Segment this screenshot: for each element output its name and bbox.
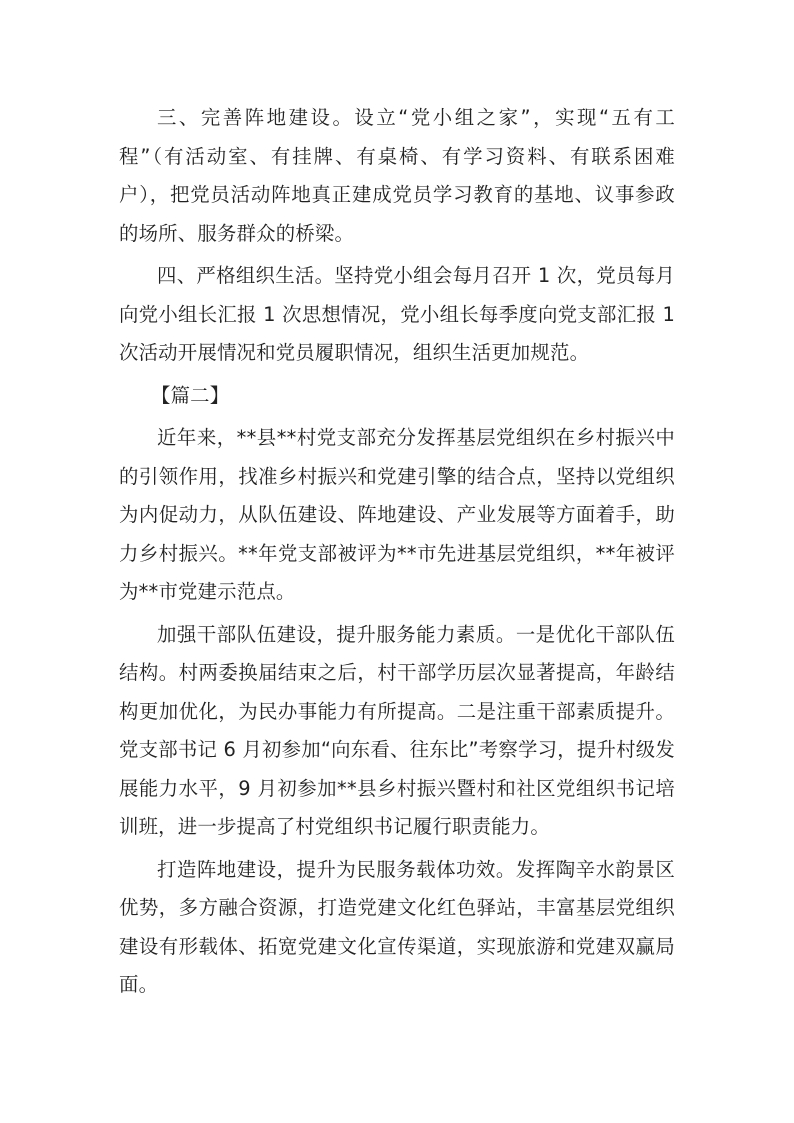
- section-heading: 【篇二】: [151, 383, 230, 407]
- paragraph-organization-life: 四、严格组织生活。坚持党小组会每月召开 1 次，党员每月向党小组长汇报 1 次思想情况，党小组长每季度向党支部汇报 1 次活动开展情况和党员履职情况，组织生活更加规范。: [119, 264, 675, 364]
- paragraph-cadre-team: 加强干部队伍建设，提升服务能力素质。一是优化干部队伍结构。村两委换届结束之后，村干部学历层次显著提高，年龄结构更加优化，为民办事能力有所提高。二是注重干部素质提升。党支部书记 6 月初参加“向东看、往东比”考察学习，提升村级发展能力水平，9 月初参加**县乡村振兴暨村和社区党组织书记培训班，进一步提高了村党组织书记履行职责能力。: [119, 622, 675, 838]
- paragraph-intro: 近年来，**县**村党支部充分发挥基层党组织在乡村振兴中的引领作用，找准乡村振兴和党建引擎的结合点，坚持以党组织为内促动力，从队伍建设、阵地建设、产业发展等方面着手，助力乡村振兴。**年党支部被评为**市先进基层党组织，**年被评为**市党建示范点。: [119, 426, 675, 603]
- paragraph-site-construction: 三、完善阵地建设。设立“党小组之家”，实现“五有工程”（有活动室、有挂牌、有桌椅、有学习资料、有联系困难户），把党员活动阵地真正建成党员学习教育的基地、议事参政的场所、服务群众的桥梁。: [119, 106, 675, 245]
- paragraph-position-building: 打造阵地建设，提升为民服务载体功效。发挥陶辛水韵景区优势，多方融合资源，打造党建文化红色驿站，丰富基层党组织建设有形载体、拓宽党建文化宣传渠道，实现旅游和党建双赢局面。: [119, 857, 675, 996]
- document-body: [119, 99, 675, 1009]
